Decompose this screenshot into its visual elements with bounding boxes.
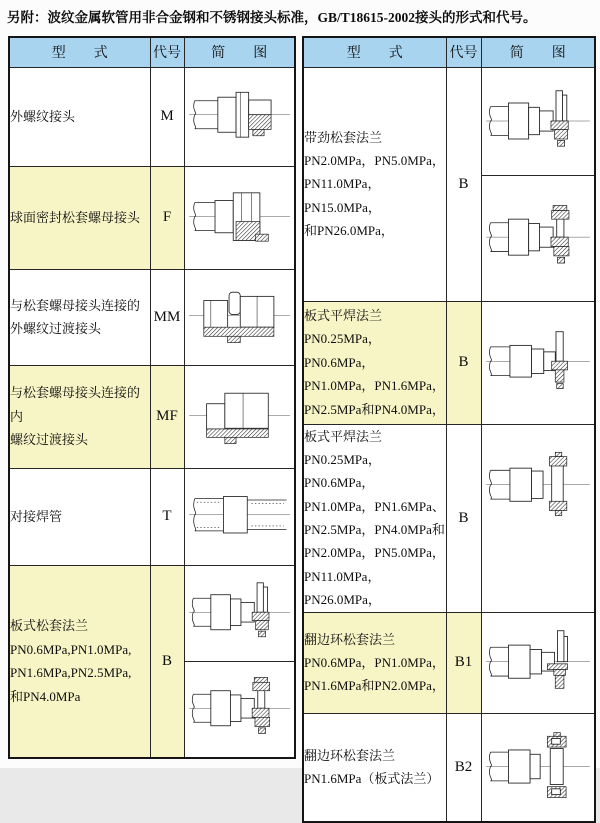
- header-row: [9, 37, 295, 67]
- col-header-diagram: 简 图: [184, 37, 295, 67]
- fitting-row: [303, 424, 595, 612]
- plate-weld-flange-drawing: [484, 304, 592, 419]
- fitting-table-left: [8, 36, 296, 759]
- fitting-diagram-cell: [481, 612, 595, 713]
- fitting-diagram-cell: [481, 713, 595, 822]
- fitting-row: [9, 269, 295, 365]
- fitting-type-line: PN11.0MPa，PN15.0MPa，: [304, 176, 381, 215]
- male-thread-joint-drawing: [187, 69, 292, 161]
- table-header: [303, 37, 595, 67]
- fitting-type-line: 板式松套法兰: [10, 618, 89, 634]
- fitting-row: [9, 468, 295, 565]
- male-thread-adapter-drawing: [187, 271, 292, 360]
- lap-ring-plate-flange-diagram: [482, 714, 595, 820]
- fitting-diagram-cell: [481, 424, 595, 612]
- fitting-type-line: PN1.6MPa（板式法兰）: [304, 771, 440, 787]
- fitting-row: [303, 67, 595, 301]
- fitting-code: B: [446, 424, 481, 612]
- neck-loose-flange-top-drawing: [484, 70, 592, 173]
- fitting-diagram-cell: [481, 301, 595, 424]
- plate-weld-flange-2-drawing: [484, 427, 592, 543]
- fitting-row: [303, 612, 595, 713]
- table-header: [9, 37, 295, 67]
- fitting-type-line: 和PN26.0MPa，: [304, 223, 394, 239]
- fitting-type: [9, 166, 150, 269]
- fitting-diagram-cell: [184, 166, 295, 269]
- fitting-type-line: 板式平焊法兰: [304, 428, 383, 444]
- fitting-row: [9, 565, 295, 758]
- lap-ring-plate-flange-drawing: [484, 716, 592, 818]
- table-body: [9, 67, 295, 758]
- fitting-type-line: PN11.0MPa，PN26.0MPa，: [304, 568, 381, 608]
- fitting-row: [9, 67, 295, 166]
- fitting-type-line: 翻边环松套法兰: [304, 631, 396, 647]
- sphere-seal-nut-joint-drawing: [187, 169, 292, 265]
- butt-weld-pipe-diagram: [185, 469, 295, 563]
- fitting-type-line: 球面密封松套螺母接头: [10, 209, 141, 225]
- fitting-code: MM: [150, 269, 184, 365]
- fitting-type-line: PN1.6MPa,PN2.5MPa,: [10, 665, 132, 681]
- fitting-type: [303, 612, 446, 713]
- fitting-type-line: PN0.6MPa，PN1.0MPa，: [304, 654, 445, 670]
- fitting-code: F: [150, 166, 184, 269]
- fitting-type-line: PN1.0MPa，PN1.6MPa、: [304, 498, 445, 514]
- table-body: [303, 67, 595, 822]
- butt-weld-pipe-drawing: [187, 470, 292, 560]
- fitting-code: T: [150, 468, 184, 565]
- male-thread-adapter-diagram: [185, 270, 295, 363]
- fitting-code: B: [150, 565, 184, 758]
- fitting-type-line: 与松套螺母接头连接的内: [10, 385, 141, 424]
- fitting-type-line: PN1.6MPa和PN2.0MPa，: [304, 678, 445, 694]
- female-thread-adapter-diagram: [185, 366, 295, 466]
- fitting-type-line: PN0.25MPa，PN0.6MPa，: [304, 451, 381, 491]
- fitting-type-line: 外螺纹接头: [10, 108, 76, 124]
- male-thread-joint-diagram: [185, 68, 295, 164]
- fitting-diagram-cell: [184, 365, 295, 468]
- header-row: [303, 37, 595, 67]
- col-header-type: 型 式: [9, 37, 150, 67]
- fitting-type-line: 带劲松套法兰: [304, 129, 383, 145]
- plate-loose-flange-bottom-drawing: [187, 663, 292, 754]
- fitting-type: [303, 424, 446, 612]
- tables-row: [8, 36, 596, 823]
- fitting-type: [303, 713, 446, 822]
- fitting-row: [9, 365, 295, 468]
- fitting-type-line: 和PN4.0MPa: [10, 688, 81, 704]
- fitting-type-line: 翻边环松套法兰: [304, 747, 396, 763]
- fitting-diagram-cell: [184, 565, 295, 758]
- fitting-type-line: 板式平焊法兰: [304, 308, 383, 324]
- fitting-type: [9, 365, 150, 468]
- neck-loose-flange-bottom-diagram: [482, 176, 595, 300]
- fitting-type: [9, 565, 150, 758]
- fitting-code: B1: [446, 612, 481, 713]
- fitting-diagram-cell: [184, 67, 295, 166]
- fitting-diagram-cell: [481, 67, 595, 301]
- plate-loose-flange-top-drawing: [187, 567, 292, 658]
- lap-ring-flange-drawing: [484, 615, 592, 709]
- fitting-type-line: PN2.5MPa和PN4.0MPa，: [304, 401, 445, 417]
- fitting-type-line: 与松套螺母接头连接的: [10, 297, 141, 313]
- fitting-type: [303, 67, 446, 301]
- fitting-table-right: [302, 36, 596, 823]
- col-header-type: 型 式: [303, 37, 446, 67]
- lap-ring-flange-diagram: [482, 613, 595, 711]
- fitting-type-line: PN1.0MPa，PN1.6MPa，: [304, 378, 445, 394]
- plate-loose-flange-top-diagram: [185, 566, 295, 662]
- fitting-row: [303, 301, 595, 424]
- fitting-row: [303, 713, 595, 822]
- fitting-type: [9, 269, 150, 365]
- fitting-type-line: PN2.0MPa，PN5.0MPa，: [304, 545, 445, 561]
- col-header-code: 代号: [150, 37, 184, 67]
- fitting-type-line: PN0.25MPa，PN0.6MPa，: [304, 331, 381, 370]
- fitting-type-line: PN0.6MPa,PN1.0MPa,: [10, 641, 132, 657]
- plate-loose-flange-bottom-diagram: [185, 662, 295, 757]
- fitting-type-line: 对接焊管: [10, 508, 63, 524]
- fitting-type-line: 螺纹过渡接头: [10, 432, 89, 448]
- col-header-code: 代号: [446, 37, 481, 67]
- fitting-code: MF: [150, 365, 184, 468]
- fitting-type: [9, 468, 150, 565]
- plate-weld-flange-2-diagram: [482, 425, 595, 546]
- fitting-code: B: [446, 301, 481, 424]
- sphere-seal-nut-joint-diagram: [185, 167, 295, 267]
- fitting-diagram-cell: [184, 468, 295, 565]
- fitting-code: B2: [446, 713, 481, 822]
- fitting-code: B: [446, 67, 481, 301]
- standard-note: 另附：波纹金属软管用非合金钢和不锈钢接头标准，GB/T18615-2002接头的形式和代号。: [7, 10, 537, 25]
- fitting-code: M: [150, 67, 184, 166]
- fitting-diagram-cell: [184, 269, 295, 365]
- fitting-type: [303, 301, 446, 424]
- fitting-row: [9, 166, 295, 269]
- fitting-type: [9, 67, 150, 166]
- neck-loose-flange-top-diagram: [482, 68, 595, 176]
- female-thread-adapter-drawing: [187, 368, 292, 464]
- neck-loose-flange-bottom-drawing: [484, 178, 592, 297]
- fitting-type-line: 外螺纹过渡接头: [10, 321, 102, 336]
- fitting-type-line: PN2.0MPa，PN5.0MPa，: [304, 152, 445, 168]
- fitting-type-line: PN2.5MPa，PN4.0MPa和: [304, 522, 445, 538]
- plate-weld-flange-diagram: [482, 302, 595, 422]
- col-header-diagram: 简 图: [481, 37, 595, 67]
